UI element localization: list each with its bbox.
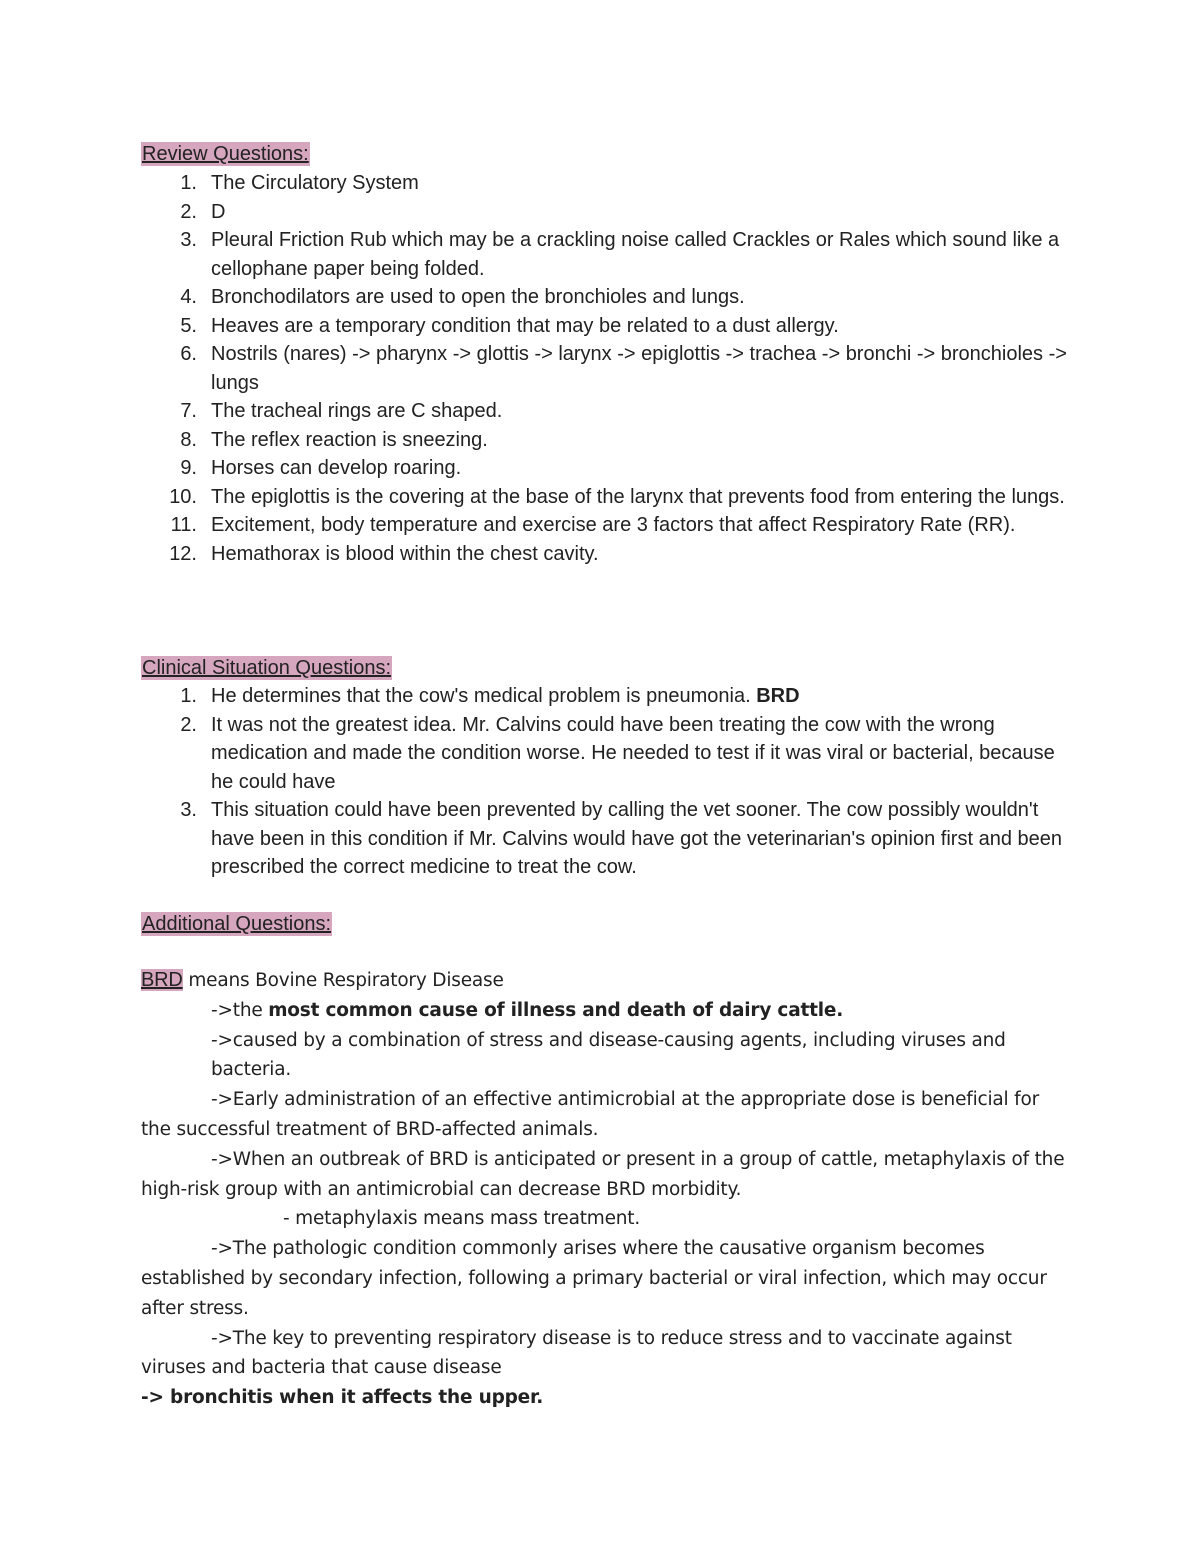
list-item-text: It was not the greatest idea. Mr. Calvins could have been treating the cow with the wrong medication and made the condition worse. He needed to test if it was viral or bacterial, because he could have: [211, 713, 1055, 793]
additional-questions-heading: Additional Questions:: [142, 913, 332, 935]
list-item: [141, 796, 1071, 882]
brd-meaning: means Bovine Respiratory Disease: [182, 970, 504, 991]
list-item-text: D: [211, 200, 226, 223]
clinical-questions-list: [141, 682, 1071, 882]
list-number: 3.: [180, 229, 197, 251]
list-item: [141, 226, 1071, 283]
note-bold-text: -> bronchitis when it affects the upper.: [141, 1387, 544, 1409]
list-number: 11.: [170, 514, 197, 536]
note-line: ->The key to preventing respiratory disease is to reduce stress and to vaccinate against viruses and bacteria that cause disease: [141, 1327, 1012, 1379]
list-item: [141, 198, 1071, 227]
list-item-text: Bronchodilators are used to open the bronchioles and lungs.: [211, 286, 745, 308]
list-item-text: The tracheal rings are C shaped.: [211, 400, 503, 422]
list-item: [141, 283, 1071, 312]
list-number: 2.: [180, 200, 197, 223]
list-number: 3.: [180, 799, 197, 821]
list-item: [141, 169, 1071, 198]
list-number: 10.: [169, 485, 197, 508]
list-item-text: The Circulatory System: [211, 172, 419, 194]
list-number: 8.: [180, 428, 197, 451]
list-number: 6.: [180, 343, 197, 365]
list-number: 4.: [180, 286, 197, 308]
list-item-text: Heaves are a temporary condition that may be related to a dust allergy.: [211, 314, 839, 337]
list-item-text: The epiglottis is the covering at the base of the larynx that prevents food from entering the lungs.: [211, 485, 1065, 508]
list-item: [141, 483, 1071, 512]
list-number: 5.: [180, 314, 197, 337]
clinical-questions-heading: Clinical Situation Questions:: [142, 657, 392, 679]
note-line: ->caused by a combination of stress and disease-causing agents, including viruses and bacteria.: [211, 1029, 1006, 1081]
list-item: [141, 340, 1071, 397]
note-prefix: ->the: [211, 999, 269, 1021]
list-number: 12.: [169, 542, 197, 565]
note-line: - metaphylaxis means mass treatment.: [283, 1208, 641, 1230]
list-item-bold-text: BRD: [756, 685, 800, 707]
list-item-text: Nostrils (nares) -> pharynx -> glottis -> larynx -> epiglottis -> trachea -> bronchi -> bronchioles -> lungs: [211, 343, 1067, 394]
list-item-text: Excitement, body temperature and exercise are 3 factors that affect Respiratory Rate (RR).: [211, 514, 1016, 536]
list-item: [141, 711, 1071, 797]
note-line: ->Early administration of an effective antimicrobial at the appropriate dose is beneficial for the successful treatment of BRD-affected animals.: [141, 1089, 1040, 1140]
note-bold-text: most common cause of illness and death of dairy cattle.: [268, 999, 844, 1021]
review-questions-heading: Review Questions:: [142, 143, 309, 165]
additional-questions-body: [141, 966, 1071, 1413]
note-line: ->The pathologic condition commonly arises where the causative organism becomes established by secondary infection, following a primary bacterial or viral infection, which may occur after stress.: [141, 1238, 1047, 1319]
list-item: [141, 426, 1071, 455]
list-item: [141, 397, 1071, 426]
brd-label: BRD: [141, 969, 183, 991]
list-item: [141, 511, 1071, 540]
note-line-bold: [141, 1383, 1071, 1413]
list-item-text: This situation could have been prevented by calling the vet sooner. The cow possibly wouldn't have been in this condition if Mr. Calvins would have got the veterinarian's opinion first and been prescribed the correct medicine to treat the cow.: [211, 799, 1062, 878]
list-item: [141, 454, 1071, 483]
list-number: 2.: [180, 713, 197, 736]
list-number: 9.: [180, 457, 197, 479]
note-line: ->When an outbreak of BRD is anticipated or present in a group of cattle, metaphylaxis of the high-risk group with an antimicrobial can decrease BRD morbidity.: [141, 1148, 1065, 1200]
list-item-text: He determines that the cow's medical problem is pneumonia.: [211, 685, 757, 707]
brd-definition: [141, 966, 1071, 996]
list-number: 7.: [180, 400, 197, 422]
list-item-text: Pleural Friction Rub which may be a crackling noise called Crackles or Rales which sound like a cellophane paper being folded.: [211, 229, 1060, 280]
list-number: 1.: [180, 685, 197, 707]
list-item: [141, 540, 1071, 569]
list-number: 1.: [180, 172, 197, 194]
list-item-text: Horses can develop roaring.: [211, 457, 462, 479]
note-line: [141, 996, 1071, 1026]
list-item: [141, 312, 1071, 341]
list-item-text: The reflex reaction is sneezing.: [211, 428, 488, 451]
list-item-text: Hemathorax is blood within the chest cavity.: [211, 542, 599, 565]
review-questions-list: [141, 169, 1071, 568]
list-item: [141, 682, 1071, 711]
